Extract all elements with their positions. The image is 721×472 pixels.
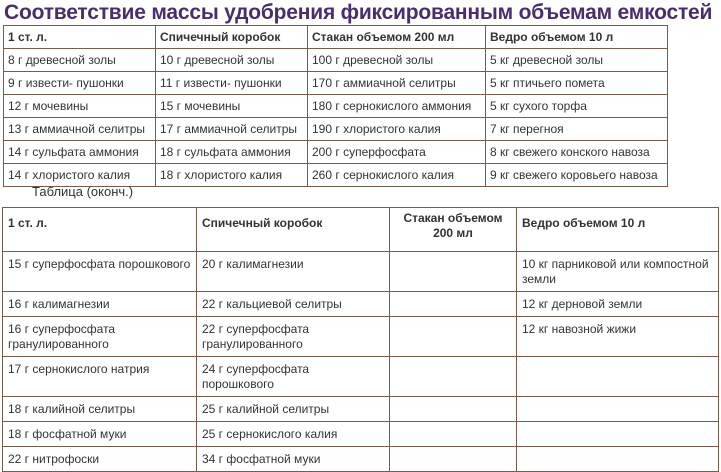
- table-cell: 17 г сернокислого натрия: [3, 357, 197, 397]
- table-cell: 34 г фосфатной муки: [197, 447, 390, 472]
- table-cell: [390, 317, 517, 357]
- table-cell: 190 г хлористого калия: [308, 118, 486, 141]
- fertilizer-table-part2: [2, 207, 719, 472]
- table-row: [3, 422, 719, 447]
- table-cell: 18 г фосфатной муки: [3, 422, 197, 447]
- table-cell: [390, 422, 517, 447]
- table-cell: [390, 292, 517, 317]
- column-header: 1 ст. л.: [3, 208, 197, 252]
- table-cell: 22 г суперфосфата гранулированного: [197, 317, 390, 357]
- table-cell: 24 г суперфосфата порошкового: [197, 357, 390, 397]
- table-cell: [390, 447, 517, 472]
- table-cell: 18 г калийной селитры: [3, 397, 197, 422]
- table-continuation-caption: Таблица (оконч.): [32, 184, 134, 199]
- page-title: Соответствие массы удобрения фиксированным объемам емкостей: [4, 1, 713, 24]
- table-cell: [390, 252, 517, 292]
- table-row: [3, 292, 719, 317]
- table-row: [3, 447, 719, 472]
- table-row: [4, 72, 668, 95]
- table-cell: 5 кг птичьего помета: [486, 72, 668, 95]
- table-cell: 9 г извести- пушонки: [4, 72, 156, 95]
- table-cell: 10 кг парниковой или компостной земли: [517, 252, 719, 292]
- table-cell: 15 г мочевины: [156, 95, 308, 118]
- column-header: 1 ст. л.: [4, 26, 156, 49]
- fertilizer-table-part1: [3, 25, 668, 187]
- table-cell: 18 г сульфата аммония: [156, 141, 308, 164]
- table-cell: 22 г нитрофоски: [3, 447, 197, 472]
- table-row: [4, 118, 668, 141]
- table-cell: [517, 422, 719, 447]
- table-cell: 180 г сернокислого аммония: [308, 95, 486, 118]
- table-cell: 25 г калийной селитры: [197, 397, 390, 422]
- table-cell: 12 кг навозной жижи: [517, 317, 719, 357]
- table-row: [4, 95, 668, 118]
- table-row: [3, 252, 719, 292]
- column-header: Ведро объемом 10 л: [486, 26, 668, 49]
- table-cell: 12 г мочевины: [4, 95, 156, 118]
- table-row: [4, 49, 668, 72]
- table-cell: 12 кг дерновой земли: [517, 292, 719, 317]
- header-row: [4, 26, 668, 49]
- table-cell: 5 кг сухого торфа: [486, 95, 668, 118]
- table-cell: 10 г древесной золы: [156, 49, 308, 72]
- table-cell: [390, 397, 517, 422]
- table-cell: 16 г калимагнезии: [3, 292, 197, 317]
- table-cell: 14 г сульфата аммония: [4, 141, 156, 164]
- table-cell: [517, 397, 719, 422]
- table-cell: 17 г аммиачной селитры: [156, 118, 308, 141]
- table-cell: 22 г кальциевой селитры: [197, 292, 390, 317]
- table-cell: 18 г хлористого калия: [156, 164, 308, 187]
- column-header: Спичечный коробок: [197, 208, 390, 252]
- header-row: [3, 208, 719, 252]
- column-header: Стакан объемом 200 мл: [308, 26, 486, 49]
- table-cell: 20 г калимагнезии: [197, 252, 390, 292]
- column-header: Спичечный коробок: [156, 26, 308, 49]
- table-cell: 170 г аммиачной селитры: [308, 72, 486, 95]
- table-cell: 200 г суперфосфата: [308, 141, 486, 164]
- table-cell: 16 г суперфосфата гранулированного: [3, 317, 197, 357]
- table-cell: 8 кг свежего конского навоза: [486, 141, 668, 164]
- column-header: Стакан объемом 200 мл: [390, 208, 517, 252]
- table-cell: 260 г сернокислого калия: [308, 164, 486, 187]
- table-row: [4, 141, 668, 164]
- column-header: Ведро объемом 10 л: [517, 208, 719, 252]
- table-row: [3, 317, 719, 357]
- table-cell: 5 кг древесной золы: [486, 49, 668, 72]
- table-cell: 8 г древесной золы: [4, 49, 156, 72]
- table-cell: 15 г суперфосфата порошкового: [3, 252, 197, 292]
- table-cell: 11 г извести- пушонки: [156, 72, 308, 95]
- table-cell: 14 г хлористого калия: [4, 164, 156, 187]
- table-cell: [517, 447, 719, 472]
- table-row: [3, 397, 719, 422]
- table-cell: [517, 357, 719, 397]
- table-cell: 9 кг свежего коровьего навоза: [486, 164, 668, 187]
- table-cell: 100 г древесной золы: [308, 49, 486, 72]
- table-cell: [390, 357, 517, 397]
- table-cell: 25 г сернокислого калия: [197, 422, 390, 447]
- table-row: [3, 357, 719, 397]
- table-cell: 13 г аммиачной селитры: [4, 118, 156, 141]
- table-cell: 7 кг перегноя: [486, 118, 668, 141]
